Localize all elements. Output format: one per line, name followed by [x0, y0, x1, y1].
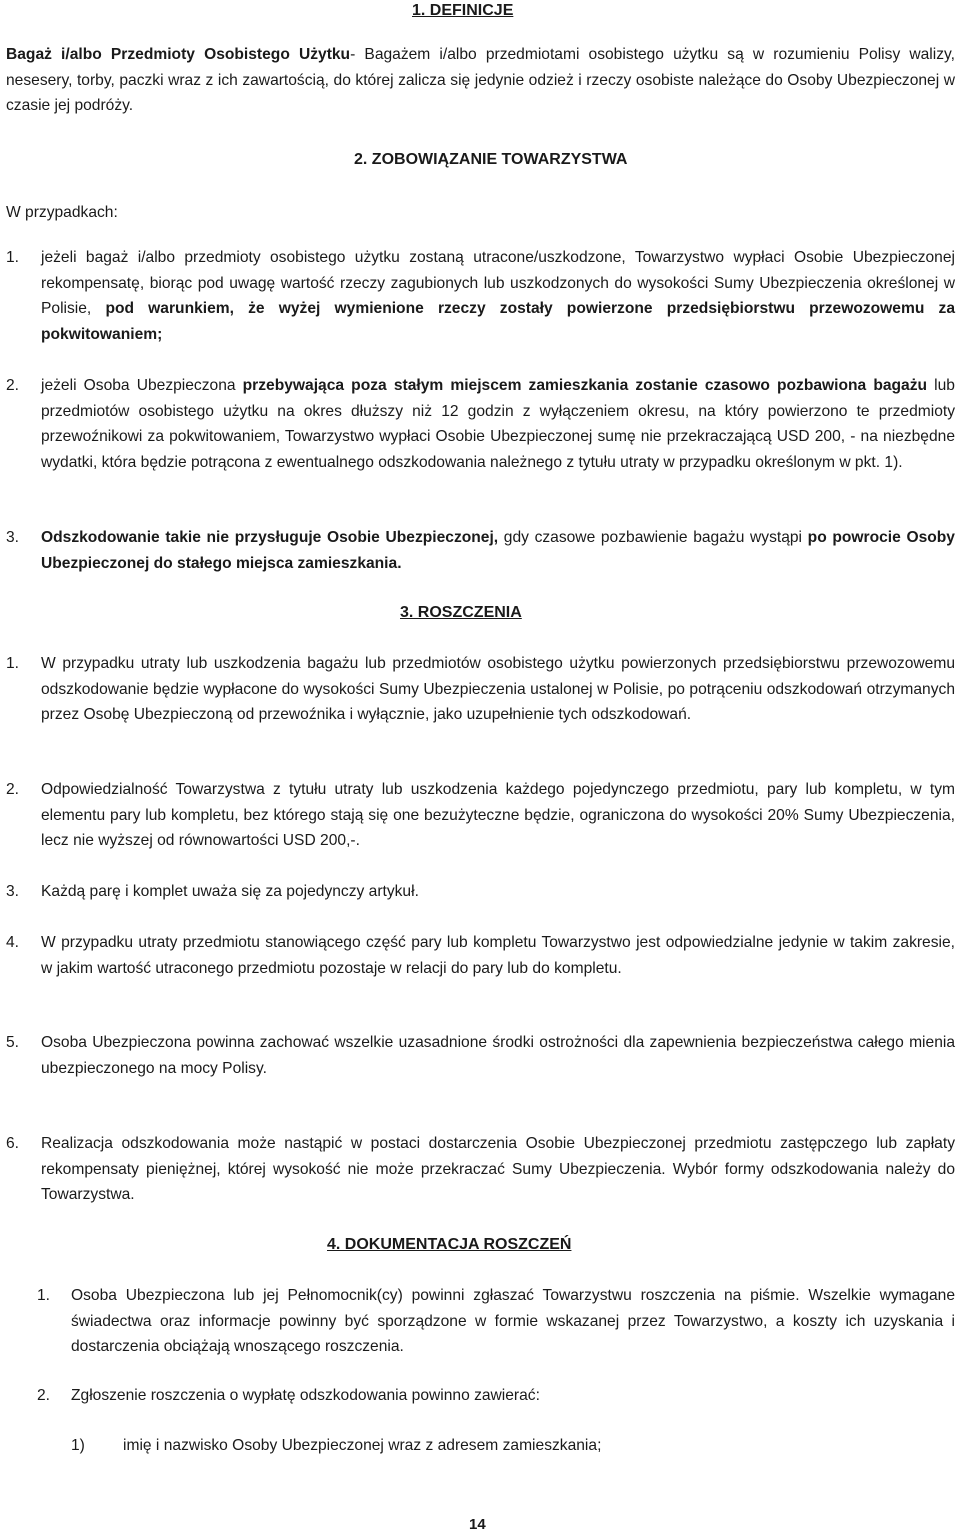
s4-item-1-text: Osoba Ubezpieczona lub jej Pełnomocnik(cy) powinni zgłaszać Towarzystwu roszczenia na piśmie. Wszelkie wymagane świadectwa oraz informacje powinny być sporządzone w formie wskazanej przez Towarzystwo, a koszty ich uzyskania i dostarczenia obciążają wnoszącego roszczenia. [71, 1287, 955, 1355]
section-heading-dokumentacja: 4. DOKUMENTACJA ROSZCZEŃ [327, 1236, 572, 1253]
s3-item-5-number: 5. [6, 1034, 20, 1051]
s3-item-4-text: W przypadku utraty przedmiotu stanowiącego część pary lub kompletu Towarzystwo jest odpowiedzialne jedynie w takim zakresie, w jakim wartość utraconego przedmiotu pozostaje w relacji do pary lub do kompletu. [41, 934, 955, 977]
s2-item-1-text [41, 245, 955, 347]
section-heading-definicje: 1. DEFINICJE [412, 2, 514, 19]
s3-item-1-text: W przypadku utraty lub uszkodzenia bagażu lub przedmiotów osobistego użytku powierzonych przedsiębiorstwu przewozowemu odszkodowanie będzie wypłacone do wysokości Sumy Ubezpieczenia ustalonej w Polisie, po potrąceniu odszkodowań otrzymanych przez Osobę Ubezpieczoną od przewoźnika i wyłącznie, jako uzupełnienie tych odszkodowań. [41, 655, 955, 723]
s2-item-2-part-b: przebywająca poza stałym miejscem zamieszkania zostanie czasowo pozbawiona bagażu [242, 377, 928, 394]
s4-item-1-number: 1. [37, 1287, 51, 1304]
s2-item-3-number: 3. [6, 529, 20, 546]
s3-item-6-number: 6. [6, 1135, 20, 1152]
page-number: 14 [469, 1516, 486, 1533]
s3-item-2-text: Odpowiedzialność Towarzystwa z tytułu utraty lub uszkodzenia każdego pojedynczego przedmiotu, pary lub kompletu, w tym elementu pary lub kompletu, bez którego stają się one bezużyteczne będzie, ograniczona do wysokości 20% Sumy Ubezpieczenia, lecz nie wyższej od równowartości USD 200,-. [41, 781, 955, 849]
s2-item-3-text [41, 525, 955, 576]
s2-item-3-part-b: gdy czasowe pozbawienie bagażu wystąpi [498, 529, 808, 546]
definition-term: Bagaż i/albo Przedmioty Osobistego Użytku [6, 46, 351, 63]
s2-item-3-part-c: po powrocie Osoby Ubezpieczonej do stałego miejsca zamieszkania. [41, 529, 955, 572]
s2-item-1-part-b: pod warunkiem, że wyżej wymienione rzeczy zostały powierzone przedsiębiorstwu przewozowemu za pokwitowaniem; [41, 300, 955, 343]
s2-item-2-part-c: lub przedmiotów osobistego użytku na okres dłuższy niż 12 godzin z wyłączeniem okresu, na który powierzono te przedmioty przewoźnikowi za pokwitowaniem, Towarzystwo wypłaci Osobie Ubezpieczonej sumę nie przekraczającą USD 200, - na niezbędne wydatki, która będzie potrącona z ewentualnego odszkodowania należnego z tytułu utraty w przypadku określonym w pkt. 1). [41, 377, 955, 471]
s3-item-4-number: 4. [6, 934, 20, 951]
s3-item-3-text: Każdą parę i komplet uważa się za pojedynczy artykuł. [41, 883, 419, 900]
s4-item-2-text: Zgłoszenie roszczenia o wypłatę odszkodowania powinno zawierać: [71, 1387, 540, 1404]
s3-item-1-number: 1. [6, 655, 20, 672]
s3-item-2-number: 2. [6, 781, 20, 798]
definition-paragraph [6, 42, 955, 119]
definition-text: Bagażem i/albo przedmiotami osobistego użytku są w rozumieniu Polisy walizy, nesesery, torby, paczki wraz z ich zawartością, do której zalicza się jedynie odzież i rzeczy osobiste należące do Osoby Ubezpieczonej w czasie jej podróży. [6, 46, 955, 114]
section-heading-zobowiazanie: 2. ZOBOWIĄZANIE TOWARZYSTWA [354, 151, 628, 168]
s4-item-2-number: 2. [37, 1387, 51, 1404]
s4-subitem-1-text: imię i nazwisko Osoby Ubezpieczonej wraz z adresem zamieszkania; [123, 1437, 602, 1454]
s3-item-6-text: Realizacja odszkodowania może nastąpić w postaci dostarczenia Osobie Ubezpieczonej przedmiotu zastępczego lub zapłaty rekompensaty pieniężnej, której wysokość nie może przekraczać Sumy Ubezpieczenia. Wybór formy odszkodowania należy do Towarzystwa. [41, 1135, 955, 1203]
section-heading-roszczenia: 3. ROSZCZENIA [400, 604, 522, 621]
s2-item-1-number: 1. [6, 249, 20, 266]
s2-item-2-number: 2. [6, 377, 20, 394]
s2-item-1-part-a: jeżeli bagaż i/albo przedmioty osobistego użytku zostaną utracone/uszkodzone, Towarzystwo wypłaci Osobie Ubezpieczonej rekompensatę, biorąc pod uwagę wartość rzeczy zagubionych lub uszkodzonych do wysokości Sumy Ubezpieczenia określonej w Polisie, [41, 249, 955, 317]
s2-item-2-text [41, 373, 955, 475]
s2-item-3-part-a: Odszkodowanie takie nie przysługuje Osobie Ubezpieczonej, [41, 529, 499, 546]
s3-item-5-text: Osoba Ubezpieczona powinna zachować wszelkie uzasadnione środki ostrożności dla zapewnienia bezpieczeństwa całego mienia ubezpieczonego na mocy Polisy. [41, 1034, 955, 1077]
definition-dash: - [350, 46, 365, 63]
s3-item-3-number: 3. [6, 883, 20, 900]
s4-subitem-1-number: 1) [71, 1437, 85, 1454]
w-przypadkach-label: W przypadkach: [6, 204, 118, 221]
s2-item-2-part-a: jeżeli Osoba Ubezpieczona [41, 377, 243, 394]
